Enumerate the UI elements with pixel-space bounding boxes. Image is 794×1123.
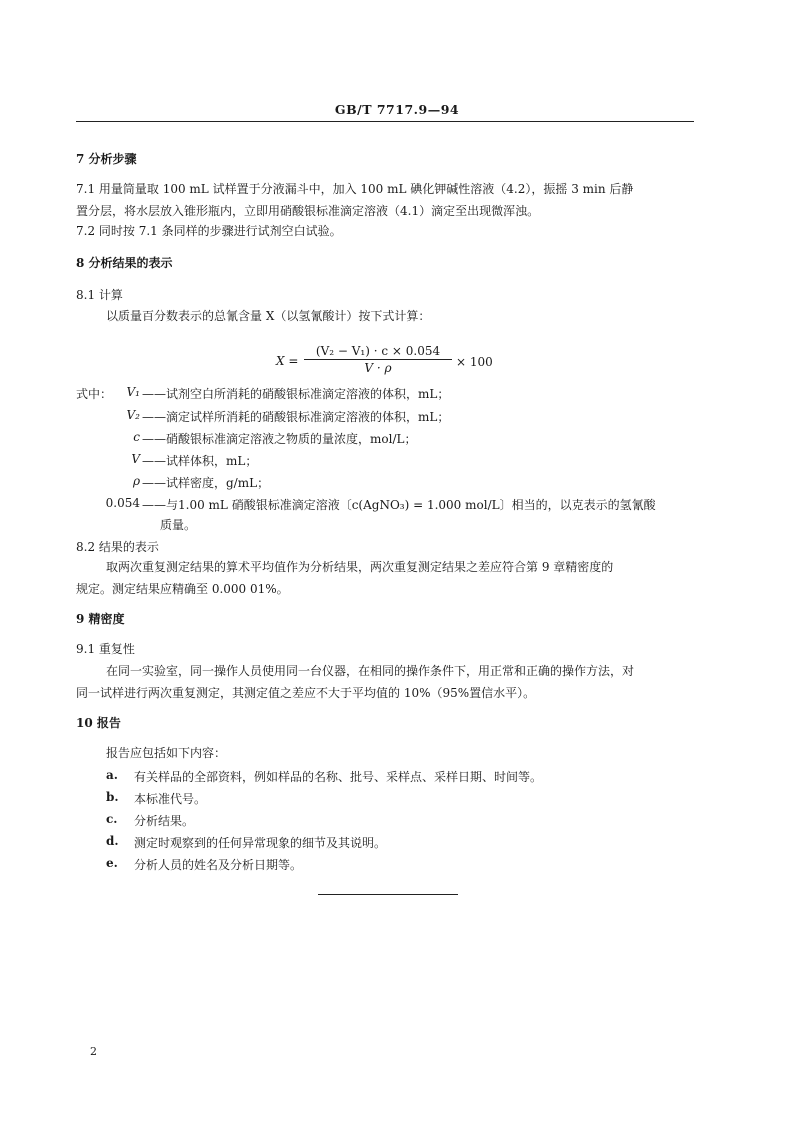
section-7-title: 7 分析步骤 xyxy=(76,152,137,166)
page-number: 2 xyxy=(90,1045,97,1058)
def-text: ——与1.00 mL 硝酸银标准滴定溶液〔c(AgNO₃) = 1.000 mol/L〕相当的，以克表示的氢氰酸 xyxy=(142,498,656,512)
report-item-label: b. xyxy=(106,790,119,804)
report-item-text: 分析结果。 xyxy=(134,814,195,828)
def-symbol: 0.054 xyxy=(105,496,140,510)
formula-fraction-bar xyxy=(304,359,452,360)
where-label: 式中： xyxy=(76,387,113,401)
report-item-label: e. xyxy=(106,856,118,870)
subsection-8-1-heading: 8.1 计算 xyxy=(76,288,123,302)
def-symbol: V₁ xyxy=(126,385,140,399)
def-symbol: c xyxy=(133,430,140,444)
def-symbol: V xyxy=(131,452,140,466)
formula-fraction xyxy=(304,344,452,375)
def-text: ——试剂空白所消耗的硝酸银标准滴定溶液的体积，mL； xyxy=(142,387,450,401)
report-item-text: 有关样品的全部资料，例如样品的名称、批号、采样点、采样日期、时间等。 xyxy=(134,770,543,784)
paragraph-7-2: 7.2 同时按 7.1 条同样的步骤进行试剂空白试验。 xyxy=(76,224,342,238)
report-item-text: 本标准代号。 xyxy=(134,792,207,806)
subsection-9-1-heading: 9.1 重复性 xyxy=(76,642,135,656)
paragraph-8-1: 以质量百分数表示的总氰含量 X（以氢氰酸计）按下式计算： xyxy=(106,309,431,323)
formula-lhs: X = xyxy=(276,354,299,368)
def-text: ——硝酸银标准滴定溶液之物质的量浓度，mol/L； xyxy=(142,432,417,446)
def-text: ——滴定试样所消耗的硝酸银标准滴定溶液的体积，mL； xyxy=(142,410,450,424)
report-item-label: d. xyxy=(106,834,119,848)
report-item-text: 测定时观察到的任何异常现象的细节及其说明。 xyxy=(134,836,387,850)
section-10-title: 10 报告 xyxy=(76,716,121,730)
section-8-title: 8 分析结果的表示 xyxy=(76,256,173,270)
section-9-title: 9 精密度 xyxy=(76,612,125,626)
def-continuation: 质量。 xyxy=(160,518,197,532)
formula-numerator: (V₂ − V₁) · c × 0.054 xyxy=(315,344,441,358)
report-item-text: 分析人员的姓名及分析日期等。 xyxy=(134,858,303,872)
def-symbol: V₂ xyxy=(126,408,140,422)
subsection-8-2-heading: 8.2 结果的表示 xyxy=(76,540,159,554)
paragraph-9-1-line-2: 同一试样进行两次重复测定，其测定值之差应不大于平均值的 10%（95%置信水平）。 xyxy=(76,686,536,700)
paragraph-7-1-line-2: 置分层，将水层放入锥形瓶内，立即用硝酸银标准滴定溶液（4.1）滴定至出现微浑浊。 xyxy=(76,204,540,218)
paragraph-8-2-line-2: 规定。测定结果应精确至 0.000 01%。 xyxy=(76,582,289,596)
paragraph-9-1-line-1: 在同一实验室，同一操作人员使用同一台仪器，在相同的操作条件下，用正常和正确的操作方法，对 xyxy=(106,664,635,678)
formula-denominator: V · ρ xyxy=(364,361,392,375)
def-text: ——试样体积，mL； xyxy=(142,454,258,468)
report-intro: 报告应包括如下内容： xyxy=(106,746,227,760)
header-rule xyxy=(76,121,694,122)
paragraph-7-1-line-1: 7.1 用量筒量取 100 mL 试样置于分液漏斗中，加入 100 mL 碘化钾碱性溶液（4.2），振摇 3 min 后静 xyxy=(76,182,634,196)
report-item-label: c. xyxy=(106,812,118,826)
end-of-document-rule xyxy=(318,894,458,895)
def-text: ——试样密度，g/mL； xyxy=(142,476,270,490)
def-symbol: ρ xyxy=(132,474,140,488)
formula-tail: × 100 xyxy=(456,355,493,369)
paragraph-8-2-line-1: 取两次重复测定结果的算术平均值作为分析结果，两次重复测定结果之差应符合第 9 章精密度的 xyxy=(106,560,614,574)
page-header-standard-number: GB/T 7717.9—94 xyxy=(334,102,460,117)
report-item-label: a. xyxy=(106,768,118,782)
